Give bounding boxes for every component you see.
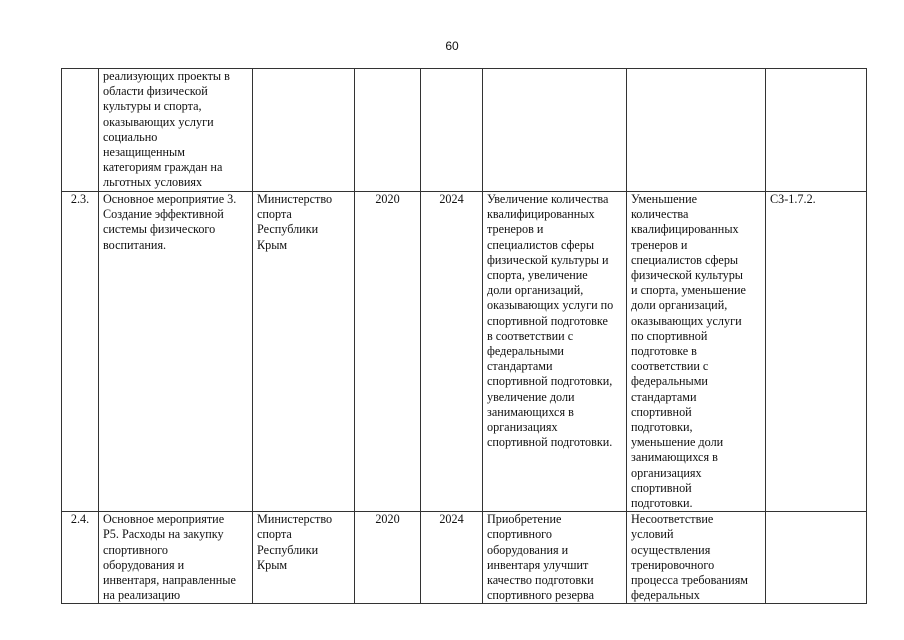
start-year-cell: [355, 192, 421, 512]
end-year-cell: [421, 192, 483, 512]
expected-result-cell: [483, 512, 627, 604]
non-implementation-consequence-cell: [627, 69, 766, 192]
table-row: [62, 69, 867, 192]
activity-name: Основное мероприятие 3. Создание эффективной системы физического воспитания.: [103, 192, 237, 252]
row-number-cell: [62, 512, 99, 604]
start-year: 2020: [375, 192, 400, 206]
end-year-cell: [421, 69, 483, 192]
executor-cell: [253, 69, 355, 192]
table-row: [62, 192, 867, 512]
expected-result: Приобретение спортивного оборудования и инвентаря улучшит качество подготовки спортивного резерва: [487, 512, 594, 603]
activity-name: реализующих проекты в области физической культуры и спорта, оказывающих услуги социально незащищенным категориям граждан на льготных условиях: [103, 69, 230, 190]
activity-name-cell: [99, 512, 253, 604]
executor-cell: [253, 512, 355, 604]
expected-result-cell: [483, 69, 627, 192]
activity-name: Основное мероприятие Р5. Расходы на закупку спортивного оборудования и инвентаря, направленные на реализацию: [103, 512, 236, 603]
activity-name-cell: [99, 192, 253, 512]
indicator-link-cell: [766, 192, 867, 512]
indicator-link-cell: [766, 69, 867, 192]
non-implementation-consequence: Уменьшение количества квалифицированных тренеров и специалистов сферы физической культуры и спорта, уменьшение доли организаций, оказывающих услуги по спортивной подготовке в соответствии с федеральными стандартами спортивной подготовки, уменьшение доли занимающихся в организациях спортивной подготовки.: [631, 192, 746, 511]
executor-cell: [253, 192, 355, 512]
non-implementation-consequence-cell: [627, 192, 766, 512]
non-implementation-consequence: Несоответствие условий осуществления тренировочного процесса требованиям федеральных: [631, 512, 749, 603]
measures-table: [61, 68, 867, 604]
row-number-cell: [62, 192, 99, 512]
row-number: 2.3.: [70, 192, 90, 206]
row-number-cell: [62, 69, 99, 192]
start-year-cell: [355, 512, 421, 604]
expected-result: Увеличение количества квалифицированных тренеров и специалистов сферы физической культуры и спорта, увеличение доли организаций, оказывающих услуги по спортивной подготовке в соответствии с федеральными стандартами спортивной подготовки, увеличение доли занимающихся в организациях спортивной подготовки.: [487, 192, 614, 450]
end-year: 2024: [439, 192, 464, 206]
executor: Министерство спорта Республики Крым: [257, 192, 333, 252]
start-year: 2020: [375, 512, 400, 527]
end-year: 2024: [439, 512, 464, 527]
start-year-cell: [355, 69, 421, 192]
page-number: 60: [445, 39, 459, 53]
row-number: 2.4.: [70, 512, 90, 527]
indicator-link: СЗ-1.7.2.: [770, 192, 816, 206]
table-body: [62, 69, 867, 604]
expected-result-cell: [483, 192, 627, 512]
non-implementation-consequence-cell: [627, 512, 766, 604]
executor: Министерство спорта Республики Крым: [257, 512, 333, 572]
table-row: [62, 512, 867, 604]
end-year-cell: [421, 512, 483, 604]
activity-name-cell: [99, 69, 253, 192]
indicator-link-cell: [766, 512, 867, 604]
